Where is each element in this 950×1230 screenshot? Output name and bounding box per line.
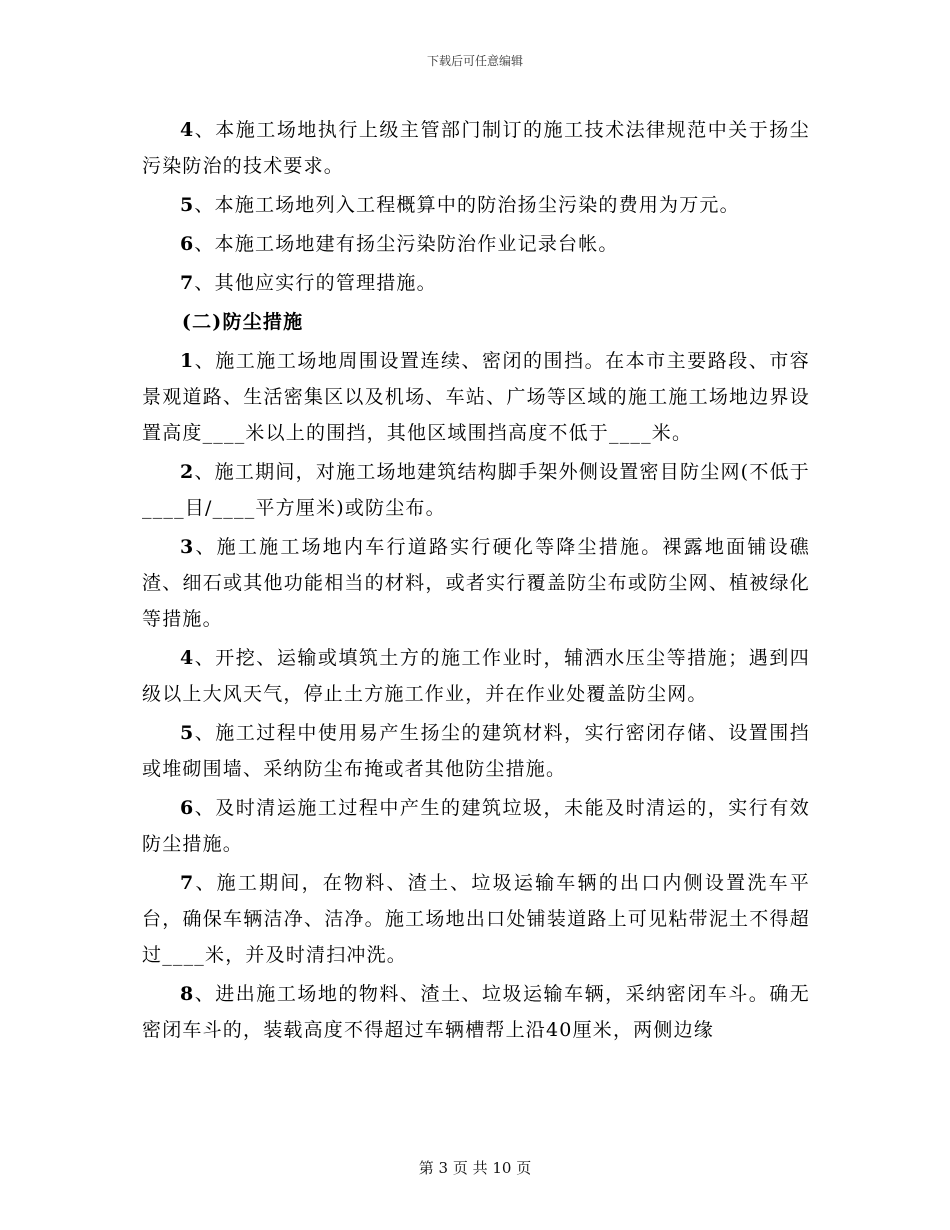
paragraph-text: 、施工过程中使用易产生扬尘的建筑材料，实行密闭存储、设置围挡或堆砌围墙、采纳防尘布掩或者其他防尘措施。 — [142, 722, 810, 780]
paragraph-text: (二)防尘措施 — [181, 311, 304, 333]
paragraph — [142, 265, 810, 301]
paragraph — [142, 715, 810, 787]
page-footer: 第 3 页 共 10 页 — [418, 1159, 532, 1177]
item-number: 4 — [180, 119, 195, 141]
paragraph-text: 、本施工场地建有扬尘污染防治作业记录台帐。 — [194, 233, 619, 255]
item-number: 3 — [180, 536, 195, 558]
item-number: 7 — [180, 872, 195, 894]
paragraph-text: 、施工施工场地周围设置连续、密闭的围挡。在本市主要路段、市容景观道路、生活密集区以及机场、车站、广场等区域的施工施工场地边界设置高度____米以上的围挡，其他区域围挡高度不低于____米。 — [142, 350, 810, 444]
paragraph-text: 、开挖、运输或填筑土方的施工作业时，辅洒水压尘等措施；遇到四级以上大风天气，停止土方施工作业，并在作业处覆盖防尘网。 — [142, 647, 810, 705]
item-number: 1 — [180, 350, 195, 372]
paragraph — [142, 454, 810, 526]
document-body — [142, 112, 810, 1048]
paragraph — [142, 976, 810, 1048]
paragraph-text: 、施工期间，对施工场地建筑结构脚手架外侧设置密目防尘网(不低于____目/____平方厘米)或防尘布。 — [142, 461, 810, 519]
item-number: 5 — [180, 194, 195, 216]
paragraph — [142, 529, 810, 637]
paragraph — [142, 187, 810, 223]
paragraph-text: 、本施工场地执行上级主管部门制订的施工技术法律规范中关于扬尘污染防治的技术要求。 — [142, 119, 810, 177]
paragraph — [142, 865, 810, 973]
paragraph-text: 、本施工场地列入工程概算中的防治扬尘污染的费用为万元。 — [194, 194, 740, 216]
section-heading — [142, 304, 810, 340]
paragraph — [142, 226, 810, 262]
paragraph-text: 、其他应实行的管理措施。 — [194, 272, 437, 294]
paragraph-text: 、施工期间，在物料、渣土、垃圾运输车辆的出口内侧设置洗车平台，确保车辆洁净、洁净。施工场地出口处铺装道路上可见粘带泥土不得超过____米，并及时清扫冲洗。 — [142, 872, 810, 966]
page-header: 下载后可任意编辑 — [426, 54, 523, 68]
paragraph — [142, 790, 810, 862]
item-number: 2 — [180, 461, 195, 483]
paragraph — [142, 112, 810, 184]
item-number: 7 — [180, 272, 195, 294]
paragraph — [142, 640, 810, 712]
paragraph-text: 、施工施工场地内车行道路实行硬化等降尘措施。裸露地面铺设礁渣、细石或其他功能相当的材料，或者实行覆盖防尘布或防尘网、植被绿化等措施。 — [142, 536, 810, 630]
item-number: 8 — [180, 983, 195, 1005]
item-number: 5 — [180, 722, 195, 744]
paragraph-text: 、进出施工场地的物料、渣土、垃圾运输车辆，采纳密闭车斗。确无密闭车斗的，装载高度不得超过车辆槽帮上沿40厘米，两侧边缘 — [142, 983, 810, 1041]
item-number: 6 — [180, 797, 195, 819]
paragraph — [142, 343, 810, 451]
item-number: 4 — [180, 647, 195, 669]
item-number: 6 — [180, 233, 195, 255]
paragraph-text: 、及时清运施工过程中产生的建筑垃圾，未能及时清运的，实行有效防尘措施。 — [142, 797, 810, 855]
